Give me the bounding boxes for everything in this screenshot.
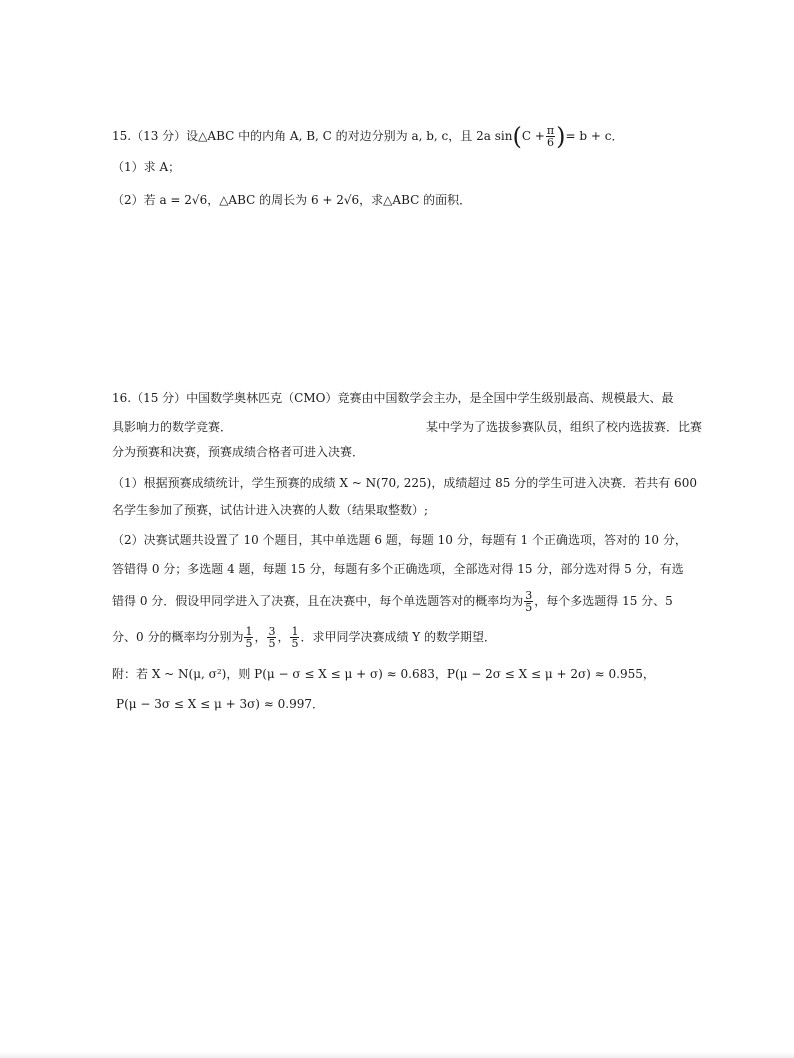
- p15-num: 1: [245, 625, 253, 638]
- sep-2: ，: [277, 630, 290, 644]
- q16-part2-line3: [112, 590, 702, 613]
- sep-1: ，: [254, 630, 267, 644]
- p5-fraction: [267, 626, 276, 649]
- q15-frac-den: 6: [546, 136, 554, 149]
- q16-part1-line2: 名学生参加了预赛，试估计进入决赛的人数（结果取整数）;: [112, 503, 429, 517]
- p15-den: 5: [245, 637, 253, 650]
- p-single-num: 3: [525, 589, 533, 602]
- q16-part2-line4-a: 分、0 分的概率均分别为: [112, 630, 244, 644]
- q16-part2-line4-b: ．求甲同学决赛成绩 Y 的数学期望．: [300, 630, 497, 644]
- q16-part2-line2: 答错得 0 分；多选题 4 题，每题 15 分，每题有多个正确选项，全部选对得 15 分，部分选对得 5 分，有选: [112, 562, 684, 576]
- q15-right-paren: ): [556, 122, 566, 151]
- q16-line2-b: 某中学为了选拔参赛队员，组织了校内选拔赛．比赛: [425, 420, 702, 434]
- q15-c-plus: C +: [521, 129, 545, 143]
- q16-part2-line4: [112, 626, 702, 649]
- q16-line1: 16.（15 分）中国数学奥林匹克（CMO）竞赛由中国数学会主办，是全国中学生级别最高、规模最大、最: [112, 391, 674, 405]
- q16-part2-line1: （2）决赛试题共设置了 10 个题目，其中单选题 6 题，每题 10 分，每题有 1 个正确选项，答对的 10 分，: [112, 533, 687, 547]
- p5-num: 3: [268, 625, 276, 638]
- q16-line2: [112, 418, 702, 436]
- p5-den: 5: [268, 637, 276, 650]
- q15-frac-num: π: [546, 124, 555, 137]
- p0-fraction: [290, 626, 299, 649]
- q15-stem: [112, 122, 702, 151]
- p15-fraction: [244, 626, 253, 649]
- q16-part2-line3-a: 错得 0 分．假设甲同学进入了决赛，且在决赛中，每个单选题答对的概率均为: [112, 594, 524, 608]
- q15-header: 15.（13 分）设△ABC 中的内角 A, B, C 的对边分别为 a, b, c，且 2a sin: [112, 129, 513, 143]
- q15-pi-over-6: [546, 125, 555, 148]
- q15-part2: （2）若 a = 2√6，△ABC 的周长为 6 + 2√6，求△ABC 的面积．: [112, 193, 472, 207]
- p-single-den: 5: [525, 601, 533, 614]
- q16-line2-a: 具影响力的数学竞赛．: [112, 420, 233, 434]
- q16-part2-line3-b: ，每个多选题得 15 分、5: [534, 594, 673, 608]
- q15-tail: = b + c．: [565, 129, 624, 143]
- p-single-fraction: [524, 590, 533, 613]
- q16-appendix-line2: P(μ − 3σ ≤ X ≤ μ + 3σ) ≈ 0.997．: [116, 697, 325, 711]
- q16-appendix-line1: 附：若 X ~ N(μ, σ²)，则 P(μ − σ ≤ X ≤ μ + σ) ≈ 0.683，P(μ − 2σ ≤ X ≤ μ + 2σ) ≈ 0.955，: [112, 667, 655, 681]
- scan-bottom-edge: [0, 1052, 794, 1058]
- q16-line3: 分为预赛和决赛，预赛成绩合格者可进入决赛．: [112, 445, 365, 459]
- q15-left-paren: (: [512, 122, 522, 151]
- p0-den: 5: [291, 637, 299, 650]
- q15-part1: （1）求 A；: [112, 160, 181, 174]
- p0-num: 1: [291, 625, 299, 638]
- q16-part1-line1: （1）根据预赛成绩统计，学生预赛的成绩 X ~ N(70, 225)，成绩超过 85 分的学生可进入决赛．若共有 600: [112, 476, 697, 490]
